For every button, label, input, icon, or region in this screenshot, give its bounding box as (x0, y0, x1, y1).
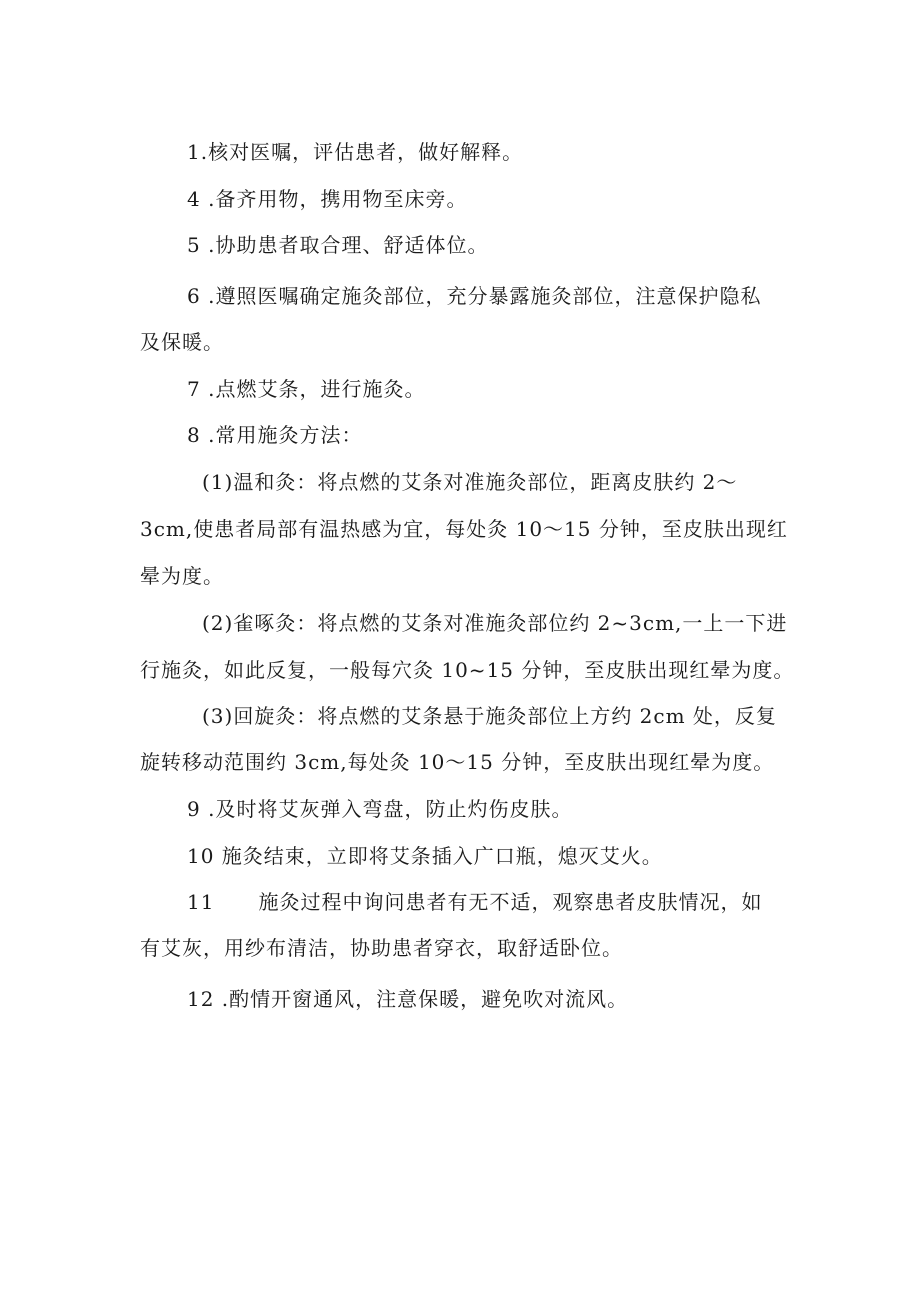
step-1: 1.核对医嘱，评估患者，做好解释。 (187, 140, 524, 164)
step-11-line-2: 有艾灰，用纱布清洁，协助患者穿衣，取舒适卧位。 (140, 936, 623, 960)
step-11-line-1 (187, 888, 762, 916)
method-1-line-1: (1)温和灸：将点燃的艾条对准施灸部位，距离皮肤约 2～ (202, 470, 738, 494)
step-4: 4 .备齐用物，携用物至床旁。 (187, 187, 468, 211)
step-9: 9 .及时将艾灰弹入弯盘，防止灼伤皮肤。 (187, 797, 573, 821)
step-11-text: 施灸过程中询问患者有无不适，观察患者皮肤情况，如 (258, 890, 763, 914)
method-2-line-2: 行施灸，如此反复，一般每穴灸 10~15 分钟，至皮肤出现红晕为度。 (140, 658, 795, 682)
method-3-line-1: (3)回旋灸：将点燃的艾条悬于施灸部位上方约 2cm 处，反复 (202, 704, 777, 728)
step-11-number: 11 (187, 890, 215, 914)
step-7: 7 .点燃艾条，进行施灸。 (187, 377, 426, 401)
method-1-line-3: 晕为度。 (140, 564, 224, 588)
step-5: 5 .协助患者取合理、舒适体位。 (187, 233, 489, 257)
method-1-line-2: 3cm,使患者局部有温热感为宜，每处灸 10～15 分钟，至皮肤出现红 (140, 517, 788, 541)
step-6-line-1: 6 .遵照医嘱确定施灸部位，充分暴露施灸部位，注意保护隐私 (187, 284, 762, 308)
step-8: 8 .常用施灸方法： (187, 423, 363, 447)
step-6-line-2: 及保暖。 (140, 330, 224, 354)
step-10: 10 施灸结束，立即将艾条插入广口瓶，熄灭艾火。 (187, 844, 663, 868)
step-12: 12 .酌情开窗通风，注意保暖，避免吹对流风。 (187, 987, 629, 1011)
method-2-line-1: (2)雀啄灸：将点燃的艾条对准施灸部位约 2~3cm,一上一下进 (202, 611, 788, 635)
method-3-line-2: 旋转移动范围约 3cm,每处灸 10～15 分钟，至皮肤出现红晕为度。 (140, 750, 775, 774)
